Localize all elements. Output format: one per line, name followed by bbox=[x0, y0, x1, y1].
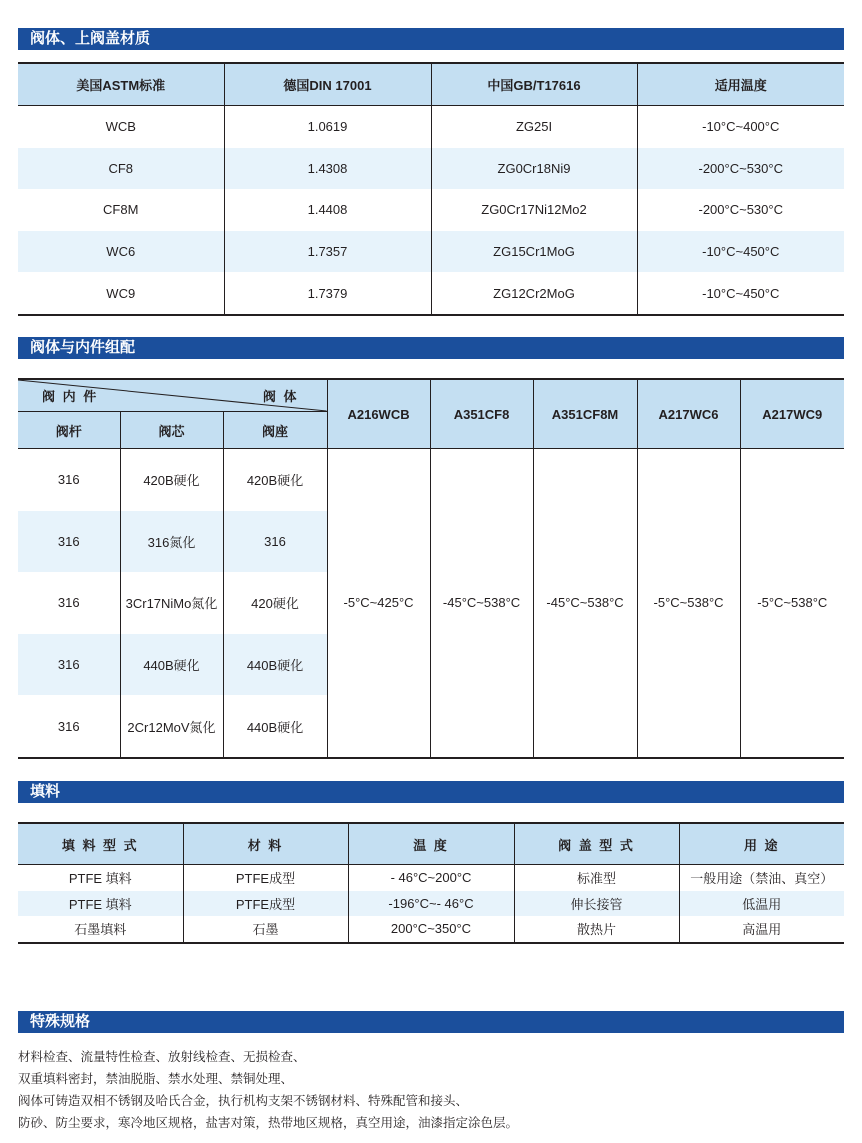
body-material-header: A217WC6 bbox=[637, 379, 740, 449]
table-cell: 3Cr17NiMo氮化 bbox=[120, 572, 223, 634]
table-cell: 标准型 bbox=[514, 865, 679, 891]
text-line: 阀体可铸造双相不锈钢及哈氏合金，执行机构支架不锈钢材料、特殊配管和接头、 bbox=[18, 1094, 469, 1108]
table-row bbox=[18, 272, 844, 315]
column-header: 材 料 bbox=[183, 823, 348, 865]
table-cell: 316氮化 bbox=[120, 511, 223, 573]
table-cell: -200°C~530°C bbox=[637, 148, 844, 190]
table-row bbox=[18, 449, 844, 511]
text-line: 材料检查、流量特性检查、放射线检查、无损检查、 bbox=[18, 1050, 306, 1064]
column-header: 用 途 bbox=[679, 823, 844, 865]
table-cell: - 46°C~200°C bbox=[348, 865, 514, 891]
table-cell: PTFE成型 bbox=[183, 865, 348, 891]
table-cell: 440B硬化 bbox=[223, 695, 327, 758]
table-header-row bbox=[18, 379, 844, 412]
table-cell: CF8M bbox=[103, 202, 139, 218]
section-title-body-material: 阀体、上阀盖材质 bbox=[18, 28, 844, 50]
table-cell: 200°C~350°C bbox=[348, 916, 514, 943]
table-cell: 1.7379 bbox=[224, 272, 431, 315]
diagonal-header-cell bbox=[18, 379, 327, 412]
body-material-header: A217WC9 bbox=[740, 379, 844, 449]
temperature-cell: -5°C~538°C bbox=[740, 449, 844, 758]
section-title-trim-combination: 阀体与内件组配 bbox=[18, 337, 844, 359]
column-header: 美国ASTM标准 bbox=[18, 63, 224, 106]
column-header: 适用温度 bbox=[637, 63, 844, 106]
table-row bbox=[18, 106, 844, 148]
table-cell: 316 bbox=[57, 718, 80, 734]
body-material-header: A351CF8M bbox=[533, 379, 637, 449]
table-cell: 伸长接管 bbox=[514, 891, 679, 917]
table-row bbox=[18, 148, 844, 190]
table-cell: 420硬化 bbox=[223, 572, 327, 634]
table-header-row bbox=[18, 63, 844, 106]
text-line: 双重填料密封，禁油脱脂、禁水处理、禁铜处理、 bbox=[18, 1072, 294, 1086]
table-cell: ZG15Cr1MoG bbox=[431, 231, 637, 273]
column-header: 中国GB/T17616 bbox=[431, 63, 637, 106]
table-cell: 316 bbox=[57, 472, 80, 488]
temperature-cell: -5°C~538°C bbox=[637, 449, 740, 758]
table-cell: -10°C~450°C bbox=[637, 231, 844, 273]
table-cell: CF8 bbox=[108, 160, 134, 176]
table-cell: WC6 bbox=[106, 244, 136, 260]
table-cell: 420B硬化 bbox=[223, 449, 327, 511]
table-row bbox=[18, 916, 844, 943]
packing-table bbox=[18, 822, 844, 944]
table-cell: 440B硬化 bbox=[120, 634, 223, 696]
table-cell: PTFE成型 bbox=[183, 891, 348, 917]
table-cell: 散热片 bbox=[514, 916, 679, 943]
column-header: 填 料 型 式 bbox=[18, 823, 183, 865]
table-cell: 石墨 bbox=[183, 916, 348, 943]
table-cell: 一般用途（禁油、真空） bbox=[679, 865, 844, 891]
table-cell: -10°C~450°C bbox=[637, 272, 844, 315]
table-cell: -10°C~400°C bbox=[637, 106, 844, 148]
trim-combination-table bbox=[18, 378, 844, 759]
special-specs-text bbox=[18, 1046, 848, 1134]
table-cell: 高温用 bbox=[679, 916, 844, 943]
table-header-row bbox=[18, 823, 844, 865]
table-cell: 低温用 bbox=[679, 891, 844, 917]
body-material-table bbox=[18, 62, 844, 316]
temperature-cell: -5°C~425°C bbox=[327, 449, 430, 758]
column-header: 温 度 bbox=[348, 823, 514, 865]
table-cell: 1.7357 bbox=[224, 231, 431, 273]
trim-label: 阀 内 件 bbox=[42, 389, 99, 404]
table-cell: -200°C~530°C bbox=[637, 189, 844, 231]
column-header: 阀杆 bbox=[18, 412, 120, 449]
table-cell: 石墨填料 bbox=[74, 922, 127, 938]
table-cell: 2Cr12MoV氮化 bbox=[120, 695, 223, 758]
table-cell: ZG0Cr17Ni12Mo2 bbox=[431, 189, 637, 231]
body-material-header: A216WCB bbox=[327, 379, 430, 449]
table-cell: 316 bbox=[57, 595, 80, 611]
table-cell: 316 bbox=[57, 533, 80, 549]
table-row bbox=[18, 865, 844, 891]
table-cell: PTFE 填料 bbox=[68, 871, 132, 887]
table-row bbox=[18, 231, 844, 273]
column-header: 阀座 bbox=[223, 412, 327, 449]
text-line: 防砂、防尘要求，寒冷地区规格，盐害对策，热带地区规格，真空用途，油漆指定涂色层。 bbox=[18, 1116, 519, 1130]
table-cell: 316 bbox=[223, 511, 327, 573]
table-cell: WC9 bbox=[106, 285, 136, 301]
table-cell: 1.4308 bbox=[224, 148, 431, 190]
temperature-cell: -45°C~538°C bbox=[533, 449, 637, 758]
column-header: 德国DIN 17001 bbox=[224, 63, 431, 106]
table-cell: 316 bbox=[57, 657, 80, 673]
table-row bbox=[18, 189, 844, 231]
section-title-special-specs: 特殊规格 bbox=[18, 1011, 844, 1033]
table-cell: 420B硬化 bbox=[120, 449, 223, 511]
column-header: 阀芯 bbox=[120, 412, 223, 449]
body-material-header: A351CF8 bbox=[430, 379, 533, 449]
table-cell: PTFE 填料 bbox=[68, 896, 132, 912]
column-header: 阀 盖 型 式 bbox=[514, 823, 679, 865]
section-title-packing: 填料 bbox=[18, 781, 844, 803]
table-cell: 1.4408 bbox=[224, 189, 431, 231]
body-label: 阀 体 bbox=[262, 389, 299, 404]
temperature-cell: -45°C~538°C bbox=[430, 449, 533, 758]
table-cell: 440B硬化 bbox=[223, 634, 327, 696]
table-cell: ZG0Cr18Ni9 bbox=[431, 148, 637, 190]
table-cell: 1.0619 bbox=[224, 106, 431, 148]
table-row bbox=[18, 891, 844, 917]
table-cell: -196°C~- 46°C bbox=[348, 891, 514, 917]
table-cell: WCB bbox=[105, 119, 136, 135]
table-cell: ZG25I bbox=[431, 106, 637, 148]
table-cell: ZG12Cr2MoG bbox=[431, 272, 637, 315]
